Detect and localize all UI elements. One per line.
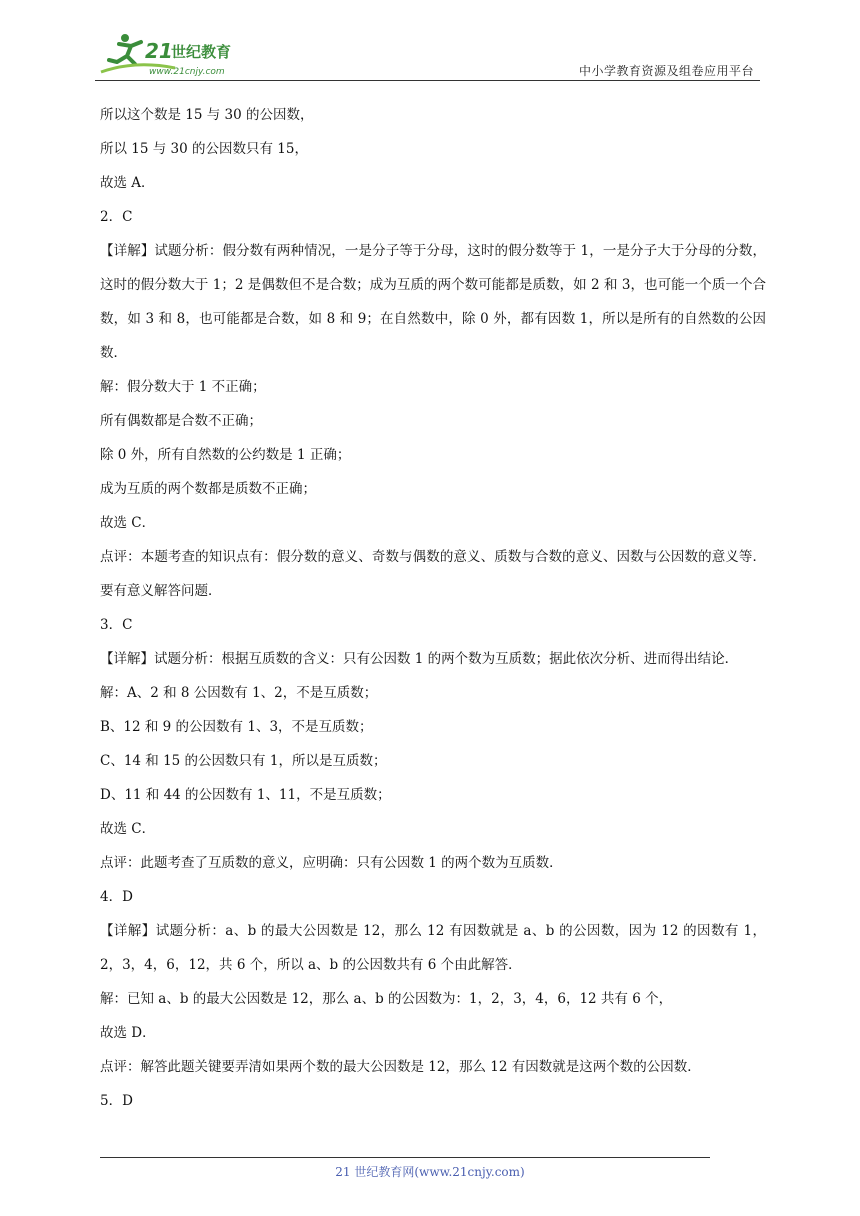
svg-text:www.21cnjy.com: www.21cnjy.com: [149, 67, 225, 77]
paragraph: 所以这个数是 15 与 30 的公因数，: [100, 107, 314, 123]
paragraph: 解：A、2 和 8 公因数有 1、2，不是互质数；: [100, 685, 378, 701]
paragraph: 点评：本题考查的知识点有：假分数的意义、奇数与偶数的意义、质数与合数的意义、因数与公因数的意义等．要有意义解答问题．: [100, 549, 766, 599]
logo: [95, 32, 265, 78]
paragraph: 解：已知 a、b 的最大公因数是 12，那么 a、b 的公因数为：1，2，3，4，6，12 共有 6 个，: [100, 991, 673, 1007]
svg-text:21: 21: [145, 39, 173, 63]
paragraph: 故选 D．: [100, 1025, 156, 1041]
question-number: 4．D: [100, 889, 133, 905]
paragraph: 【详解】试题分析：a、b 的最大公因数是 12，那么 12 有因数就是 a、b 的公因数，因为 12 的因数有 1，2，3，4，6，12，共 6 个，所以 a、b 的公因数共有 6 个由此解答．: [100, 923, 766, 973]
svg-text:世纪教育: 世纪教育: [171, 43, 232, 61]
footer-divider: [100, 1157, 710, 1158]
footer-text: 21 世纪教育网(www.21cnjy.com): [335, 1165, 525, 1179]
paragraph: C、14 和 15 的公因数只有 1，所以是互质数；: [100, 753, 387, 769]
answer-content: [100, 98, 766, 1118]
paragraph: 点评：解答此题关键要弄清如果两个数的最大公因数是 12，那么 12 有因数就是这两个数的公因数．: [100, 1059, 701, 1075]
question-number: 5．D: [100, 1093, 133, 1109]
paragraph: 【详解】试题分析：根据互质数的含义：只有公因数 1 的两个数为互质数；据此依次分析、进而得出结论．: [100, 651, 739, 667]
question-number: 2．C: [100, 209, 133, 225]
paragraph: D、11 和 44 的公因数有 1、11，不是互质数；: [100, 787, 391, 803]
platform-name: 中小学教育资源及组卷应用平台: [578, 64, 754, 78]
page-header: [95, 28, 760, 81]
paragraph: 【详解】试题分析：假分数有两种情况，一是分子等于分母，这时的假分数等于 1，一是分子大于分母的分数，这时的假分数大于 1；2 是偶数但不是合数；成为互质的两个数可能都是质数，如 2 和 3，也可能一个质一个合数，如 3 和 8，也可能都是合数，如 8 和 9；在自然数中，除 0 外，都有因数 1，所以是所有的自然数的公因数．: [100, 243, 766, 361]
paragraph: 所有偶数都是合数不正确；: [100, 413, 262, 429]
paragraph: 解：假分数大于 1 不正确；: [100, 379, 266, 395]
paragraph: B、12 和 9 的公因数有 1、3，不是互质数；: [100, 719, 373, 735]
question-number: 3．C: [100, 617, 133, 633]
paragraph: 故选 C．: [100, 821, 156, 837]
paragraph: 成为互质的两个数都是质数不正确；: [100, 481, 316, 497]
paragraph: 故选 C．: [100, 515, 156, 531]
paragraph: 故选 A．: [100, 175, 155, 191]
paragraph: 点评：此题考查了互质数的意义，应明确：只有公因数 1 的两个数为互质数．: [100, 855, 563, 871]
paragraph: 所以 15 与 30 的公因数只有 15，: [100, 141, 308, 157]
paragraph: 除 0 外，所有自然数的公约数是 1 正确；: [100, 447, 351, 463]
